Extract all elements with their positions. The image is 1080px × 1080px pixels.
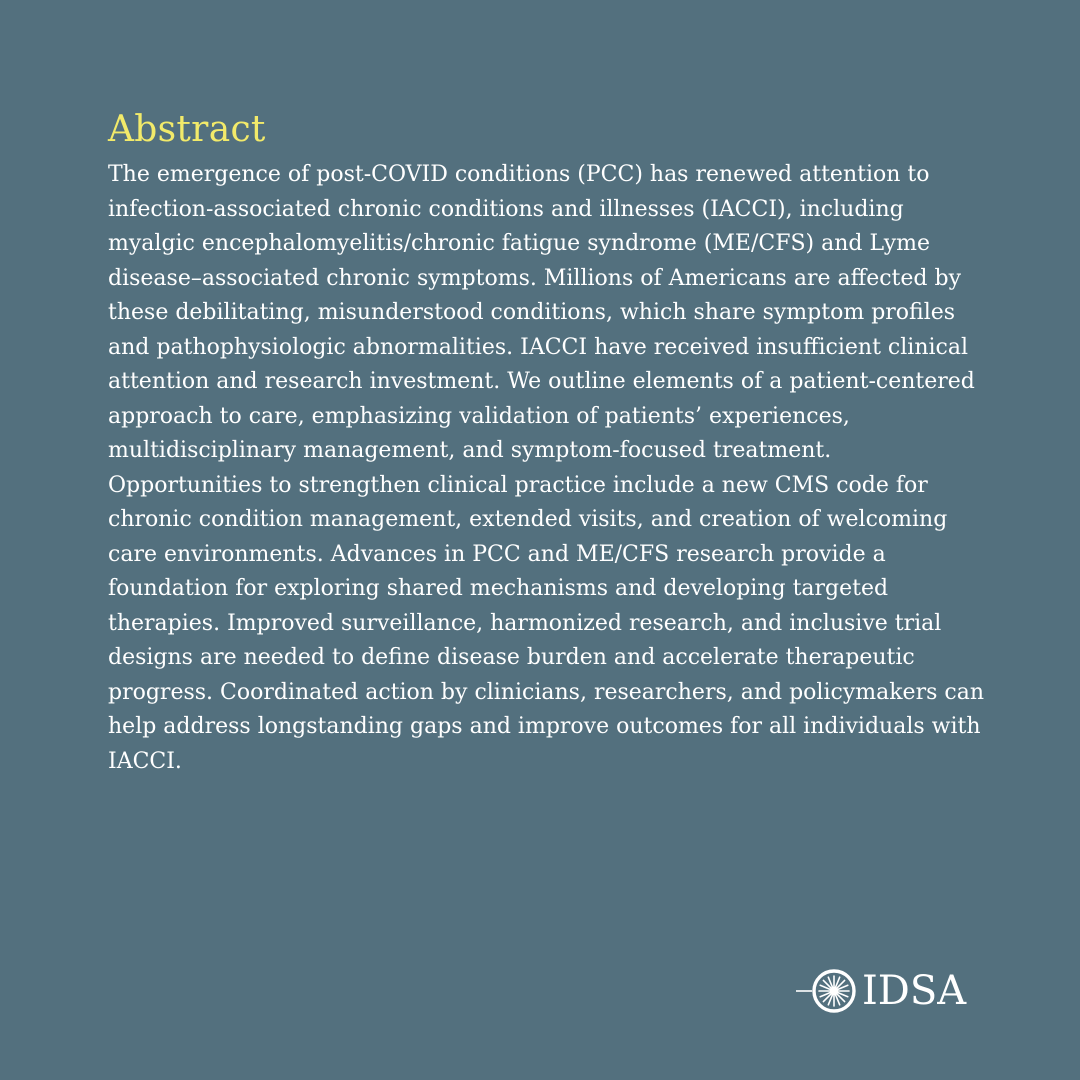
abstract-section [108, 108, 988, 779]
logo-wordmark: IDSA [862, 968, 967, 1014]
star-burst-circle-icon [796, 964, 860, 1018]
idsa-logo [796, 964, 976, 1018]
abstract-body: The emergence of post-COVID conditions (PCC) has renewed attention to infection-associated chronic conditions and illnesses (IACCI), including myalgic encephalomyelitis/chronic fatigue syndrome (ME/CFS) and Lyme disease–associated chronic symptoms. Millions of Americans are affected by these debilitating, misunderstood conditions, which share symptom profiles and pathophysiologic abnormalities. IACCI have received insufficient clinical attention and research investment. We outline elements of a patient-centered approach to care, emphasizing validation of patients’ experiences, multidisciplinary management, and symptom-focused treatment. Opportunities to strengthen clinical practice include a new CMS code for chronic condition management, extended visits, and creation of welcoming care environments. Advances in PCC and ME/CFS research provide a foundation for exploring shared mechanisms and developing targeted therapies. Improved surveillance, harmonized research, and inclusive trial designs are needed to define disease burden and accelerate therapeutic progress. Coordinated action by clinicians, researchers, and policymakers can help address longstanding gaps and improve outcomes for all individuals with IACCI. [108, 162, 984, 774]
abstract-heading: Abstract [108, 109, 266, 150]
